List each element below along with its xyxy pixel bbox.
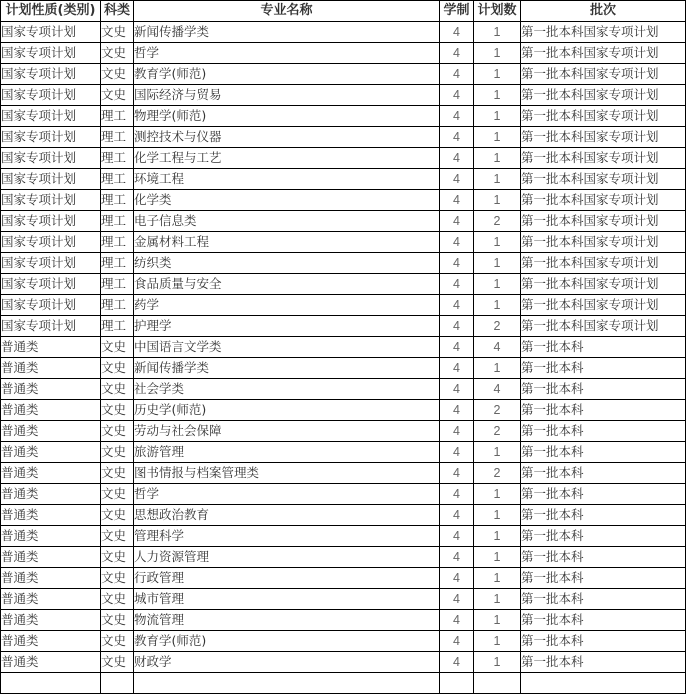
table-row — [1, 274, 686, 295]
cell-plan-type: 普通类 — [1, 526, 101, 547]
cell-major: 社会学类 — [134, 379, 440, 400]
cell-major: 行政管理 — [134, 568, 440, 589]
cell-batch: 第一批本科 — [521, 337, 686, 358]
cell-subject: 文史 — [101, 400, 134, 421]
cell-major: 物流管理 — [134, 610, 440, 631]
cell-plan-type: 国家专项计划 — [1, 64, 101, 85]
table-row — [1, 211, 686, 232]
cell-count: 1 — [474, 442, 521, 463]
cell-count: 1 — [474, 358, 521, 379]
cell-count: 1 — [474, 232, 521, 253]
cell-major: 新闻传播学类 — [134, 22, 440, 43]
cell-major: 旅游管理 — [134, 442, 440, 463]
cell-major: 电子信息类 — [134, 211, 440, 232]
table-row — [1, 463, 686, 484]
cell-major: 食品质量与安全 — [134, 274, 440, 295]
cell-major: 图书情报与档案管理类 — [134, 463, 440, 484]
cell-years: 4 — [440, 442, 474, 463]
header-years: 学制 — [440, 1, 474, 22]
cell-plan-type: 国家专项计划 — [1, 253, 101, 274]
cell-years: 4 — [440, 148, 474, 169]
cell-plan-type: 国家专项计划 — [1, 295, 101, 316]
cell-subject — [101, 673, 134, 694]
cell-batch: 第一批本科 — [521, 421, 686, 442]
table-row — [1, 85, 686, 106]
cell-plan-type: 普通类 — [1, 610, 101, 631]
cell-count: 1 — [474, 589, 521, 610]
cell-subject: 文史 — [101, 568, 134, 589]
header-major: 专业名称 — [134, 1, 440, 22]
table-row — [1, 43, 686, 64]
cell-major: 测控技术与仪器 — [134, 127, 440, 148]
cell-major: 新闻传播学类 — [134, 358, 440, 379]
cell-batch: 第一批本科 — [521, 400, 686, 421]
cell-batch: 第一批本科国家专项计划 — [521, 22, 686, 43]
table-row — [1, 22, 686, 43]
cell-major: 金属材料工程 — [134, 232, 440, 253]
table-row — [1, 484, 686, 505]
cell-major: 管理科学 — [134, 526, 440, 547]
cell-major: 哲学 — [134, 484, 440, 505]
cell-years: 4 — [440, 421, 474, 442]
table-body — [1, 22, 686, 694]
cell-count: 1 — [474, 127, 521, 148]
cell-subject: 文史 — [101, 589, 134, 610]
cell-count: 1 — [474, 85, 521, 106]
cell-plan-type: 国家专项计划 — [1, 85, 101, 106]
cell-batch: 第一批本科 — [521, 358, 686, 379]
cell-batch — [521, 673, 686, 694]
table-row — [1, 526, 686, 547]
cell-count: 2 — [474, 400, 521, 421]
cell-plan-type: 国家专项计划 — [1, 43, 101, 64]
cell-count: 4 — [474, 379, 521, 400]
table-row — [1, 400, 686, 421]
cell-years: 4 — [440, 568, 474, 589]
cell-years: 4 — [440, 232, 474, 253]
cell-batch: 第一批本科国家专项计划 — [521, 148, 686, 169]
cell-count: 2 — [474, 211, 521, 232]
cell-count: 1 — [474, 106, 521, 127]
cell-years: 4 — [440, 631, 474, 652]
cell-major — [134, 673, 440, 694]
cell-subject: 文史 — [101, 631, 134, 652]
cell-batch: 第一批本科国家专项计划 — [521, 85, 686, 106]
table-row — [1, 631, 686, 652]
cell-years — [440, 673, 474, 694]
cell-batch: 第一批本科 — [521, 631, 686, 652]
cell-batch: 第一批本科 — [521, 589, 686, 610]
cell-count: 1 — [474, 526, 521, 547]
cell-plan-type: 普通类 — [1, 421, 101, 442]
cell-count: 2 — [474, 421, 521, 442]
header-count: 计划数 — [474, 1, 521, 22]
cell-count: 1 — [474, 253, 521, 274]
cell-batch: 第一批本科国家专项计划 — [521, 232, 686, 253]
cell-major: 教育学(师范) — [134, 64, 440, 85]
cell-major: 化学工程与工艺 — [134, 148, 440, 169]
cell-subject: 理工 — [101, 274, 134, 295]
cell-plan-type — [1, 673, 101, 694]
cell-plan-type: 普通类 — [1, 631, 101, 652]
cell-count: 1 — [474, 484, 521, 505]
cell-years: 4 — [440, 211, 474, 232]
cell-subject: 文史 — [101, 463, 134, 484]
cell-count: 1 — [474, 652, 521, 673]
table-row — [1, 148, 686, 169]
cell-count: 1 — [474, 568, 521, 589]
cell-years: 4 — [440, 463, 474, 484]
cell-batch: 第一批本科 — [521, 610, 686, 631]
cell-subject: 文史 — [101, 484, 134, 505]
cell-major: 药学 — [134, 295, 440, 316]
table-row — [1, 232, 686, 253]
cell-plan-type: 普通类 — [1, 505, 101, 526]
cell-major: 财政学 — [134, 652, 440, 673]
table-row — [1, 337, 686, 358]
cell-years: 4 — [440, 589, 474, 610]
cell-batch: 第一批本科 — [521, 505, 686, 526]
cell-batch: 第一批本科国家专项计划 — [521, 274, 686, 295]
header-plan-type: 计划性质(类别) — [1, 1, 101, 22]
cell-count: 1 — [474, 631, 521, 652]
cell-years: 4 — [440, 610, 474, 631]
table-row — [1, 358, 686, 379]
cell-major: 纺织类 — [134, 253, 440, 274]
cell-years: 4 — [440, 337, 474, 358]
cell-subject: 理工 — [101, 190, 134, 211]
table-row — [1, 127, 686, 148]
cell-subject: 理工 — [101, 148, 134, 169]
cell-major: 中国语言文学类 — [134, 337, 440, 358]
cell-subject: 文史 — [101, 610, 134, 631]
cell-subject: 理工 — [101, 232, 134, 253]
cell-batch: 第一批本科国家专项计划 — [521, 43, 686, 64]
cell-batch: 第一批本科 — [521, 442, 686, 463]
cell-subject: 文史 — [101, 505, 134, 526]
cell-plan-type: 普通类 — [1, 484, 101, 505]
cell-count: 1 — [474, 505, 521, 526]
table-row — [1, 169, 686, 190]
cell-major: 物理学(师范) — [134, 106, 440, 127]
cell-count: 4 — [474, 337, 521, 358]
table-row — [1, 379, 686, 400]
cell-plan-type: 国家专项计划 — [1, 316, 101, 337]
cell-count: 1 — [474, 169, 521, 190]
cell-plan-type: 普通类 — [1, 337, 101, 358]
cell-subject: 文史 — [101, 337, 134, 358]
cell-subject: 文史 — [101, 442, 134, 463]
cell-years: 4 — [440, 85, 474, 106]
cell-count: 1 — [474, 190, 521, 211]
cell-major: 护理学 — [134, 316, 440, 337]
cell-subject: 文史 — [101, 547, 134, 568]
cell-subject: 文史 — [101, 22, 134, 43]
cell-years: 4 — [440, 43, 474, 64]
header-subject: 科类 — [101, 1, 134, 22]
cell-count: 2 — [474, 463, 521, 484]
cell-plan-type: 国家专项计划 — [1, 22, 101, 43]
cell-plan-type: 普通类 — [1, 589, 101, 610]
table-row — [1, 589, 686, 610]
cell-subject: 理工 — [101, 169, 134, 190]
cell-major: 城市管理 — [134, 589, 440, 610]
cell-plan-type: 国家专项计划 — [1, 232, 101, 253]
cell-plan-type: 国家专项计划 — [1, 148, 101, 169]
cell-years: 4 — [440, 253, 474, 274]
cell-batch: 第一批本科 — [521, 379, 686, 400]
table-row — [1, 652, 686, 673]
cell-count: 1 — [474, 43, 521, 64]
table-row — [1, 295, 686, 316]
cell-years: 4 — [440, 505, 474, 526]
cell-years: 4 — [440, 484, 474, 505]
table-row — [1, 421, 686, 442]
cell-batch: 第一批本科 — [521, 463, 686, 484]
cell-subject: 理工 — [101, 211, 134, 232]
cell-major: 化学类 — [134, 190, 440, 211]
header-batch: 批次 — [521, 1, 686, 22]
table-row — [1, 673, 686, 694]
cell-subject: 文史 — [101, 43, 134, 64]
cell-count: 1 — [474, 547, 521, 568]
cell-plan-type: 普通类 — [1, 400, 101, 421]
cell-plan-type: 普通类 — [1, 442, 101, 463]
cell-years: 4 — [440, 400, 474, 421]
table-row — [1, 442, 686, 463]
cell-batch: 第一批本科 — [521, 484, 686, 505]
cell-years: 4 — [440, 106, 474, 127]
cell-major: 教育学(师范) — [134, 631, 440, 652]
cell-subject: 理工 — [101, 316, 134, 337]
cell-plan-type: 国家专项计划 — [1, 274, 101, 295]
cell-years: 4 — [440, 379, 474, 400]
cell-years: 4 — [440, 526, 474, 547]
table-row — [1, 64, 686, 85]
cell-subject: 文史 — [101, 421, 134, 442]
header-row — [1, 1, 686, 22]
cell-plan-type: 国家专项计划 — [1, 211, 101, 232]
cell-batch: 第一批本科国家专项计划 — [521, 211, 686, 232]
cell-plan-type: 普通类 — [1, 358, 101, 379]
table-row — [1, 190, 686, 211]
cell-plan-type: 国家专项计划 — [1, 127, 101, 148]
cell-batch: 第一批本科 — [521, 547, 686, 568]
cell-years: 4 — [440, 652, 474, 673]
table-row — [1, 253, 686, 274]
cell-batch: 第一批本科国家专项计划 — [521, 106, 686, 127]
cell-count: 1 — [474, 610, 521, 631]
cell-subject: 理工 — [101, 295, 134, 316]
cell-plan-type: 普通类 — [1, 463, 101, 484]
cell-major: 国际经济与贸易 — [134, 85, 440, 106]
table-row — [1, 106, 686, 127]
cell-years: 4 — [440, 127, 474, 148]
cell-count: 1 — [474, 64, 521, 85]
cell-subject: 文史 — [101, 526, 134, 547]
cell-major: 劳动与社会保障 — [134, 421, 440, 442]
cell-batch: 第一批本科 — [521, 526, 686, 547]
cell-major: 历史学(师范) — [134, 400, 440, 421]
cell-count — [474, 673, 521, 694]
cell-subject: 理工 — [101, 106, 134, 127]
cell-plan-type: 国家专项计划 — [1, 106, 101, 127]
cell-batch: 第一批本科 — [521, 568, 686, 589]
cell-count: 1 — [474, 22, 521, 43]
cell-major: 环境工程 — [134, 169, 440, 190]
cell-major: 人力资源管理 — [134, 547, 440, 568]
cell-batch: 第一批本科国家专项计划 — [521, 295, 686, 316]
cell-years: 4 — [440, 358, 474, 379]
cell-years: 4 — [440, 64, 474, 85]
cell-batch: 第一批本科 — [521, 652, 686, 673]
cell-plan-type: 普通类 — [1, 652, 101, 673]
cell-count: 1 — [474, 295, 521, 316]
cell-years: 4 — [440, 295, 474, 316]
cell-subject: 文史 — [101, 358, 134, 379]
cell-subject: 文史 — [101, 379, 134, 400]
cell-major: 哲学 — [134, 43, 440, 64]
cell-plan-type: 普通类 — [1, 547, 101, 568]
table-row — [1, 610, 686, 631]
cell-plan-type: 国家专项计划 — [1, 190, 101, 211]
cell-batch: 第一批本科国家专项计划 — [521, 253, 686, 274]
cell-batch: 第一批本科国家专项计划 — [521, 64, 686, 85]
cell-years: 4 — [440, 274, 474, 295]
table-row — [1, 505, 686, 526]
cell-subject: 文史 — [101, 64, 134, 85]
table-row — [1, 316, 686, 337]
cell-batch: 第一批本科国家专项计划 — [521, 127, 686, 148]
table-row — [1, 568, 686, 589]
cell-years: 4 — [440, 547, 474, 568]
cell-years: 4 — [440, 190, 474, 211]
cell-plan-type: 普通类 — [1, 379, 101, 400]
cell-subject: 文史 — [101, 85, 134, 106]
cell-plan-type: 普通类 — [1, 568, 101, 589]
cell-years: 4 — [440, 169, 474, 190]
cell-plan-type: 国家专项计划 — [1, 169, 101, 190]
cell-years: 4 — [440, 22, 474, 43]
cell-batch: 第一批本科国家专项计划 — [521, 190, 686, 211]
cell-batch: 第一批本科国家专项计划 — [521, 316, 686, 337]
cell-subject: 文史 — [101, 652, 134, 673]
cell-subject: 理工 — [101, 253, 134, 274]
cell-count: 1 — [474, 274, 521, 295]
cell-subject: 理工 — [101, 127, 134, 148]
cell-count: 2 — [474, 316, 521, 337]
cell-years: 4 — [440, 316, 474, 337]
cell-count: 1 — [474, 148, 521, 169]
cell-batch: 第一批本科国家专项计划 — [521, 169, 686, 190]
table-row — [1, 547, 686, 568]
cell-major: 思想政治教育 — [134, 505, 440, 526]
